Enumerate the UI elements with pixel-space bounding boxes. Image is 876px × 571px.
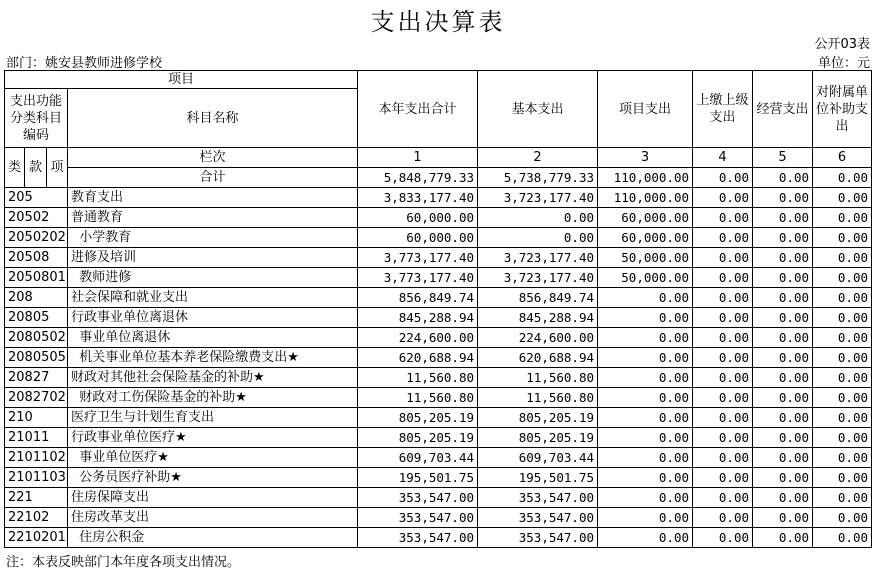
expenditure-table: [4, 70, 872, 548]
header-kuan: 款: [25, 148, 47, 188]
row-value: 353,547.00: [358, 528, 478, 548]
table-row: [5, 388, 872, 408]
row-value: 805,205.19: [358, 408, 478, 428]
row-value: 856,849.74: [358, 288, 478, 308]
header-col-subsidy: 对附属单位补助支出: [813, 71, 872, 148]
row-value: 0.00: [813, 508, 872, 528]
header-lanci: 栏次: [68, 148, 358, 168]
row-value: 0.00: [753, 288, 813, 308]
table-note: 注：本表反映部门本年度各项支出情况。: [6, 555, 241, 570]
row-value: 0.00: [813, 228, 872, 248]
table-row: [5, 228, 872, 248]
header-col-basic: 基本支出: [478, 71, 598, 148]
row-value: 0.00: [693, 248, 753, 268]
row-value: 0.00: [813, 408, 872, 428]
row-value: 805,205.19: [478, 428, 598, 448]
row-value: 0.00: [693, 408, 753, 428]
row-value: 0.00: [813, 188, 872, 208]
row-value: 0.00: [598, 508, 693, 528]
row-value: 3,723,177.40: [478, 188, 598, 208]
header-col-project: 项目支出: [598, 71, 693, 148]
row-value: 0.00: [598, 308, 693, 328]
row-code: 205: [5, 188, 68, 208]
row-value: 60,000.00: [358, 228, 478, 248]
row-value: 0.00: [813, 348, 872, 368]
row-code: 221: [5, 488, 68, 508]
row-value: 0.00: [753, 328, 813, 348]
total-cell: 0.00: [693, 168, 753, 188]
header-func-code: 支出功能分类科目编码: [5, 89, 68, 148]
row-value: 224,600.00: [358, 328, 478, 348]
table-row: [5, 248, 872, 268]
row-value: 0.00: [753, 428, 813, 448]
row-value: 856,849.74: [478, 288, 598, 308]
row-value: 0.00: [598, 288, 693, 308]
row-value: 0.00: [693, 328, 753, 348]
row-value: 0.00: [813, 308, 872, 328]
row-subject-name: 医疗卫生与计划生育支出: [68, 408, 358, 428]
row-value: 0.00: [693, 488, 753, 508]
row-value: 110,000.00: [598, 188, 693, 208]
table-row: [5, 528, 872, 548]
row-value: 0.00: [813, 428, 872, 448]
row-value: 0.00: [813, 468, 872, 488]
row-value: 0.00: [753, 308, 813, 328]
row-value: 845,288.94: [358, 308, 478, 328]
row-value: 60,000.00: [598, 228, 693, 248]
row-value: 0.00: [813, 368, 872, 388]
total-cell: 0.00: [753, 168, 813, 188]
row-value: 0.00: [478, 228, 598, 248]
row-value: 0.00: [813, 288, 872, 308]
table-row: [5, 208, 872, 228]
row-code: 20502: [5, 208, 68, 228]
row-subject-name: 行政事业单位离退休: [68, 308, 358, 328]
row-code: 2101103: [5, 468, 68, 488]
table-row: [5, 508, 872, 528]
row-value: 11,560.80: [478, 388, 598, 408]
row-subject-name: 住房改革支出: [68, 508, 358, 528]
row-subject-name: 社会保障和就业支出: [68, 288, 358, 308]
table-row: [5, 468, 872, 488]
row-value: 60,000.00: [358, 208, 478, 228]
row-subject-name: 小学教育: [68, 228, 358, 248]
row-subject-name: 行政事业单位医疗★: [68, 428, 358, 448]
row-value: 0.00: [753, 528, 813, 548]
row-code: 210: [5, 408, 68, 428]
row-code: 2210201: [5, 528, 68, 548]
header-col-superior: 上缴上级支出: [693, 71, 753, 148]
row-code: 2101102: [5, 448, 68, 468]
row-value: 0.00: [753, 248, 813, 268]
table-row: [5, 448, 872, 468]
row-value: 50,000.00: [598, 268, 693, 288]
row-value: 353,547.00: [478, 528, 598, 548]
table-row: [5, 488, 872, 508]
row-subject-name: 住房保障支出: [68, 488, 358, 508]
row-value: 11,560.80: [358, 368, 478, 388]
row-value: 0.00: [813, 208, 872, 228]
report-title: 支出决算表: [370, 8, 506, 36]
row-value: 224,600.00: [478, 328, 598, 348]
row-value: 0.00: [753, 448, 813, 468]
row-code: 2050801: [5, 268, 68, 288]
total-row: [5, 168, 872, 188]
row-value: 0.00: [598, 468, 693, 488]
row-value: 0.00: [693, 308, 753, 328]
row-value: 0.00: [598, 328, 693, 348]
row-value: 3,833,177.40: [358, 188, 478, 208]
total-cell: 5,848,779.33: [358, 168, 478, 188]
header-col-total: 本年支出合计: [358, 71, 478, 148]
header-col-business: 经营支出: [753, 71, 813, 148]
row-value: 0.00: [478, 208, 598, 228]
row-subject-name: 公务员医疗补助★: [68, 468, 358, 488]
col-num: 1: [358, 148, 478, 168]
row-value: 0.00: [693, 208, 753, 228]
row-value: 0.00: [693, 268, 753, 288]
row-value: 0.00: [753, 188, 813, 208]
row-code: 20805: [5, 308, 68, 328]
row-value: 0.00: [598, 488, 693, 508]
row-value: 0.00: [693, 508, 753, 528]
row-code: 21011: [5, 428, 68, 448]
table-row: [5, 268, 872, 288]
row-subject-name: 事业单位离退休: [68, 328, 358, 348]
row-value: 0.00: [693, 348, 753, 368]
row-value: 0.00: [598, 368, 693, 388]
row-value: 0.00: [753, 228, 813, 248]
row-value: 0.00: [753, 488, 813, 508]
row-value: 0.00: [813, 328, 872, 348]
row-code: 22102: [5, 508, 68, 528]
row-value: 0.00: [813, 248, 872, 268]
row-code: 2082702: [5, 388, 68, 408]
row-value: 0.00: [693, 188, 753, 208]
row-value: 195,501.75: [358, 468, 478, 488]
row-value: 0.00: [813, 388, 872, 408]
header-item: 项目: [5, 71, 358, 89]
row-subject-name: 事业单位医疗★: [68, 448, 358, 468]
total-label: 合计: [68, 168, 358, 188]
row-value: 0.00: [753, 268, 813, 288]
row-value: 0.00: [693, 368, 753, 388]
row-value: 805,205.19: [358, 428, 478, 448]
header-lei: 类: [5, 148, 25, 188]
table-row: [5, 328, 872, 348]
row-subject-name: 进修及培训: [68, 248, 358, 268]
row-value: 0.00: [598, 408, 693, 428]
row-value: 0.00: [693, 528, 753, 548]
row-value: 609,703.44: [478, 448, 598, 468]
row-value: 0.00: [753, 208, 813, 228]
row-value: 0.00: [693, 228, 753, 248]
row-value: 0.00: [813, 488, 872, 508]
row-subject-name: 教师进修: [68, 268, 358, 288]
row-value: 0.00: [813, 268, 872, 288]
total-cell: 0.00: [813, 168, 872, 188]
header-subject-name: 科目名称: [68, 89, 358, 148]
row-value: 3,723,177.40: [478, 248, 598, 268]
row-value: 353,547.00: [358, 488, 478, 508]
row-value: 0.00: [693, 428, 753, 448]
row-code: 20827: [5, 368, 68, 388]
header-xiang: 项: [47, 148, 68, 188]
table-row: [5, 408, 872, 428]
row-code: 2080502: [5, 328, 68, 348]
col-num: 2: [478, 148, 598, 168]
col-num: 4: [693, 148, 753, 168]
row-value: 0.00: [753, 388, 813, 408]
table-row: [5, 188, 872, 208]
row-value: 0.00: [813, 448, 872, 468]
row-subject-name: 普通教育: [68, 208, 358, 228]
row-value: 0.00: [753, 468, 813, 488]
row-subject-name: 住房公积金: [68, 528, 358, 548]
row-subject-name: 财政对工伤保险基金的补助★: [68, 388, 358, 408]
table-row: [5, 428, 872, 448]
row-code: 2080505: [5, 348, 68, 368]
total-cell: 110,000.00: [598, 168, 693, 188]
row-value: 0.00: [693, 448, 753, 468]
row-value: 0.00: [598, 348, 693, 368]
row-value: 0.00: [753, 368, 813, 388]
form-number: 公开03表: [814, 37, 870, 52]
row-value: 609,703.44: [358, 448, 478, 468]
row-value: 3,773,177.40: [358, 248, 478, 268]
row-value: 11,560.80: [358, 388, 478, 408]
row-value: 0.00: [693, 388, 753, 408]
row-value: 805,205.19: [478, 408, 598, 428]
row-value: 0.00: [598, 428, 693, 448]
row-value: 11,560.80: [478, 368, 598, 388]
row-subject-name: 教育支出: [68, 188, 358, 208]
row-code: 2050202: [5, 228, 68, 248]
row-value: 3,723,177.40: [478, 268, 598, 288]
row-value: 60,000.00: [598, 208, 693, 228]
row-value: 620,688.94: [358, 348, 478, 368]
col-num: 3: [598, 148, 693, 168]
row-value: 3,773,177.40: [358, 268, 478, 288]
row-value: 620,688.94: [478, 348, 598, 368]
row-value: 0.00: [753, 348, 813, 368]
table-row: [5, 308, 872, 328]
col-num: 6: [813, 148, 872, 168]
table-row: [5, 368, 872, 388]
row-code: 208: [5, 288, 68, 308]
department-label: 部门：姚安县教师进修学校: [6, 56, 163, 71]
row-value: 0.00: [598, 528, 693, 548]
row-value: 0.00: [598, 388, 693, 408]
row-value: 0.00: [693, 468, 753, 488]
unit-label: 单位：元: [817, 56, 870, 71]
row-value: 845,288.94: [478, 308, 598, 328]
total-cell: 5,738,779.33: [478, 168, 598, 188]
row-value: 195,501.75: [478, 468, 598, 488]
row-value: 0.00: [753, 508, 813, 528]
row-value: 0.00: [693, 288, 753, 308]
row-value: 50,000.00: [598, 248, 693, 268]
table-row: [5, 288, 872, 308]
col-num: 5: [753, 148, 813, 168]
table-row: [5, 348, 872, 368]
row-value: 353,547.00: [478, 488, 598, 508]
row-code: 20508: [5, 248, 68, 268]
row-value: 0.00: [598, 448, 693, 468]
row-value: 0.00: [813, 528, 872, 548]
row-value: 353,547.00: [358, 508, 478, 528]
row-value: 0.00: [753, 408, 813, 428]
row-subject-name: 机关事业单位基本养老保险缴费支出★: [68, 348, 358, 368]
row-value: 353,547.00: [478, 508, 598, 528]
row-subject-name: 财政对其他社会保险基金的补助★: [68, 368, 358, 388]
